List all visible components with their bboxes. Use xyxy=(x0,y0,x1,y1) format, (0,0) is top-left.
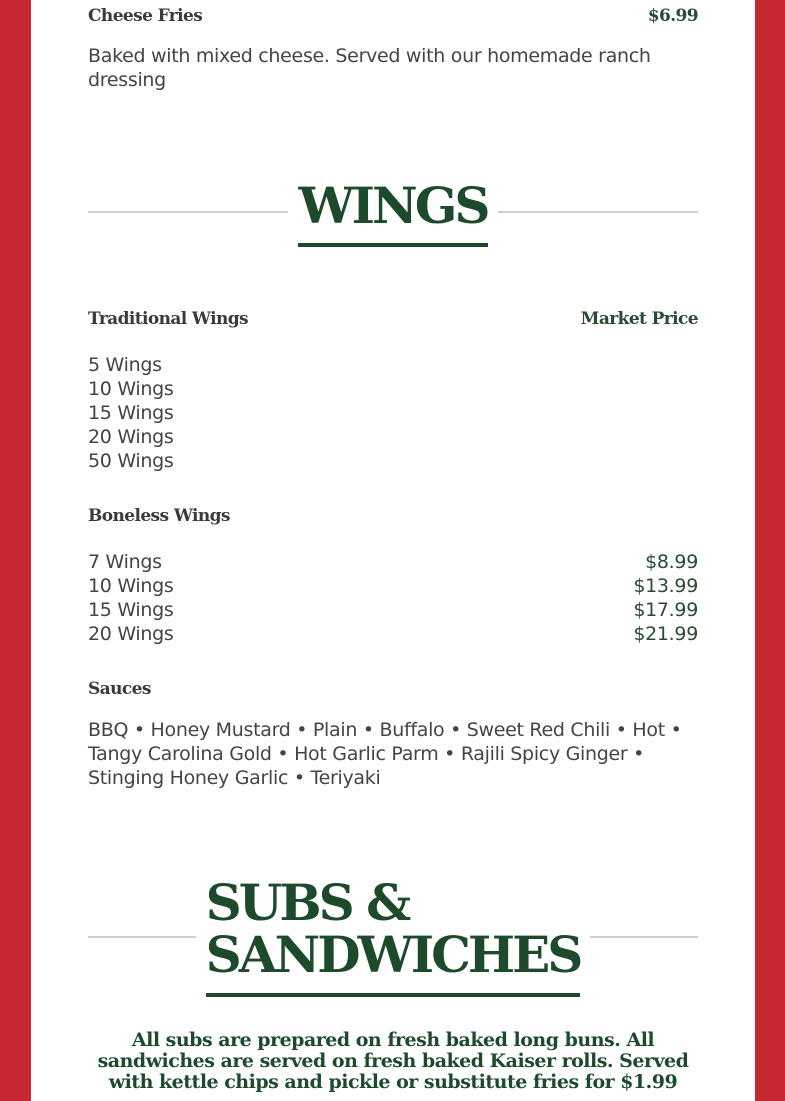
option-label: 20 Wings xyxy=(88,623,174,645)
list-item xyxy=(88,550,698,574)
menu-page xyxy=(31,0,755,1101)
item-name: Traditional Wings xyxy=(88,309,248,329)
section-title xyxy=(205,873,581,997)
item-name: Boneless Wings xyxy=(88,506,230,526)
sauces-list: BBQ • Honey Mustard • Plain • Buffalo • Sweet Red Chili • Hot • Tangy Carolina Gold • Hot Garlic Parm • Rajili Spicy Ginger • Stinging Honey Garlic • Teriyaki xyxy=(88,719,682,789)
item-name: Cheese Fries xyxy=(88,6,203,26)
list-item: 5 Wings xyxy=(88,354,162,376)
option-label: 7 Wings xyxy=(88,551,162,573)
section-title-line-1: SUBS & xyxy=(205,873,409,932)
item-price: Market Price xyxy=(580,309,698,329)
list-item: 50 Wings xyxy=(88,450,174,472)
option-price: $13.99 xyxy=(633,575,698,597)
list-item xyxy=(88,574,698,598)
section-heading-subs xyxy=(88,873,698,997)
traditional-wings-options xyxy=(88,353,698,473)
menu-item-traditional-wings xyxy=(88,309,698,329)
item-price: $6.99 xyxy=(647,6,698,26)
option-price: $21.99 xyxy=(633,623,698,645)
list-item xyxy=(88,598,698,622)
menu-item-cheese-fries xyxy=(88,6,698,26)
menu-item-boneless-wings xyxy=(88,506,698,526)
list-item xyxy=(88,622,698,646)
option-price: $17.99 xyxy=(633,599,698,621)
option-label: 10 Wings xyxy=(88,575,174,597)
heading-rule-left xyxy=(88,936,196,938)
boneless-wings-options xyxy=(88,550,698,646)
heading-rule-right xyxy=(590,936,698,938)
section-heading-wings xyxy=(88,177,698,247)
item-description: Baked with mixed cheese. Served with our homemade ranch dressing xyxy=(88,45,651,91)
list-item: 15 Wings xyxy=(88,402,174,424)
option-price: $8.99 xyxy=(645,551,698,573)
subs-intro: All subs are prepared on fresh baked long buns. All sandwiches are served on fresh baked Kaiser rolls. Served with kettle chips and pickle or substitute fries for $1.99 xyxy=(97,1029,689,1093)
list-item: 10 Wings xyxy=(88,378,174,400)
list-item: 20 Wings xyxy=(88,426,174,448)
section-title-line-2: SANDWICHES xyxy=(205,925,581,984)
heading-rule-left xyxy=(88,211,288,213)
option-label: 15 Wings xyxy=(88,599,174,621)
menu-item-sauces xyxy=(88,679,698,699)
section-title: WINGS xyxy=(298,177,487,247)
heading-rule-right xyxy=(498,211,698,213)
item-name: Sauces xyxy=(88,679,151,699)
